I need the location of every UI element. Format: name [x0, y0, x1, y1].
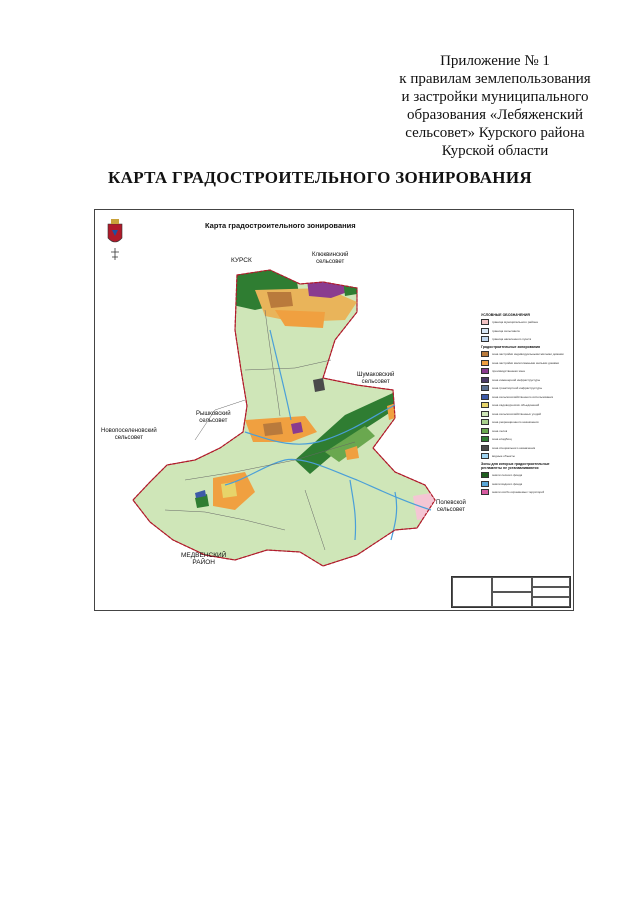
legend-swatch — [481, 328, 489, 334]
page-title: КАРТА ГРАДОСТРОИТЕЛЬНОГО ЗОНИРОВАНИЯ — [108, 168, 532, 187]
legend-text: граница населенного пункта — [492, 337, 532, 341]
legend-section-zones: Градостроительные зонирования — [481, 345, 541, 349]
legend-swatch — [481, 351, 489, 357]
legend-swatch — [481, 377, 489, 383]
label-kursk: КУРСК — [231, 257, 252, 264]
legend-item — [481, 453, 569, 459]
legend-text: зона рекреационного назначения — [492, 420, 539, 424]
legend-swatch — [481, 411, 489, 417]
legend-swatch — [481, 489, 489, 495]
legend-swatch — [481, 453, 489, 459]
legend-text: земли водного фонда — [492, 481, 523, 486]
legend-item — [481, 472, 569, 478]
legend-item — [481, 328, 569, 334]
appendix-line-5: сельсовет» Курского района — [405, 125, 585, 141]
appendix-line-6: Курской области — [441, 143, 549, 159]
title-block-stamp — [451, 576, 571, 608]
legend-swatch — [481, 385, 489, 391]
label-shumakovsky: Шумаковский сельсовет — [357, 372, 395, 385]
label-ryshkovsky: Рышковский сельсовет — [196, 411, 231, 424]
legend-item — [481, 411, 569, 417]
legend-item — [481, 489, 569, 495]
legend-item — [481, 436, 569, 442]
legend-text: граница сельсовета — [492, 328, 520, 333]
legend-item — [481, 336, 569, 342]
legend-item — [481, 377, 569, 383]
legend-text: зона специального назначения — [492, 445, 536, 450]
legend-item — [481, 385, 569, 391]
legend-text: зона застройки малоэтажными жилыми домами — [492, 360, 560, 365]
appendix-header — [355, 52, 635, 160]
legend-text: граница муниципального района — [492, 320, 538, 324]
legend-section-other: Зоны для которых градостроительные регламенты не устанавливаются — [481, 462, 550, 470]
legend-item — [481, 419, 569, 425]
legend-swatch — [481, 472, 489, 478]
legend-item — [481, 351, 569, 357]
map-legend — [481, 310, 569, 498]
label-klyukvinsky: Клюквинский сельсовет — [312, 252, 349, 265]
legend-text: зона сельскохозяйственных угодий — [492, 411, 541, 416]
appendix-line-1: Приложение № 1 — [440, 53, 550, 69]
legend-item — [481, 445, 569, 451]
legend-text: зона сельскохозяйственного использования — [492, 394, 554, 399]
legend-text: зона лесов — [492, 428, 508, 433]
appendix-line-4: образования «Лебяженский — [406, 107, 584, 123]
legend-text: зона садоводческих объединений — [492, 403, 540, 407]
legend-item — [481, 481, 569, 487]
legend-item — [481, 428, 569, 434]
label-medvensky: МЕДВЕНСКИЙ РАЙОН — [181, 552, 227, 566]
label-polevskoy: Полевской сельсовет — [436, 500, 466, 513]
legend-text: зона инженерной инфраструктуры — [492, 377, 541, 382]
map-title: Карта градостроительного зонирования — [205, 221, 356, 230]
legend-swatch — [481, 336, 489, 342]
legend-item — [481, 360, 569, 366]
legend-swatch — [481, 481, 489, 487]
legend-text: зона транспортной инфраструктуры — [492, 386, 543, 390]
map-sheet — [94, 209, 574, 611]
legend-text: земли лесного фонда — [492, 473, 523, 477]
legend-title: УСЛОВНЫЕ ОБОЗНАЧЕНИЯ — [481, 313, 530, 317]
legend-item — [481, 402, 569, 408]
legend-swatch — [481, 394, 489, 400]
legend-swatch — [481, 360, 489, 366]
legend-text: зона кладбищ — [492, 437, 512, 441]
legend-swatch — [481, 445, 489, 451]
zoning-map — [95, 210, 475, 605]
legend-swatch — [481, 428, 489, 434]
legend-text: производственная зона — [492, 369, 525, 373]
legend-text: земли особо охраняемых территорий — [492, 490, 545, 494]
legend-swatch — [481, 436, 489, 442]
legend-text: водные объекты — [492, 454, 515, 458]
legend-item — [481, 394, 569, 400]
legend-swatch — [481, 419, 489, 425]
legend-swatch — [481, 402, 489, 408]
appendix-line-3: и застройки муниципального — [401, 89, 589, 105]
legend-swatch — [481, 368, 489, 374]
legend-item — [481, 368, 569, 374]
label-novoposelenovsky: Новопоселеновский сельсовет — [101, 428, 157, 441]
appendix-line-2: к правилам землепользования — [399, 71, 591, 87]
legend-swatch — [481, 319, 489, 325]
legend-item — [481, 319, 569, 325]
legend-text: зона застройки индивидуальными жилыми домами — [492, 352, 564, 356]
